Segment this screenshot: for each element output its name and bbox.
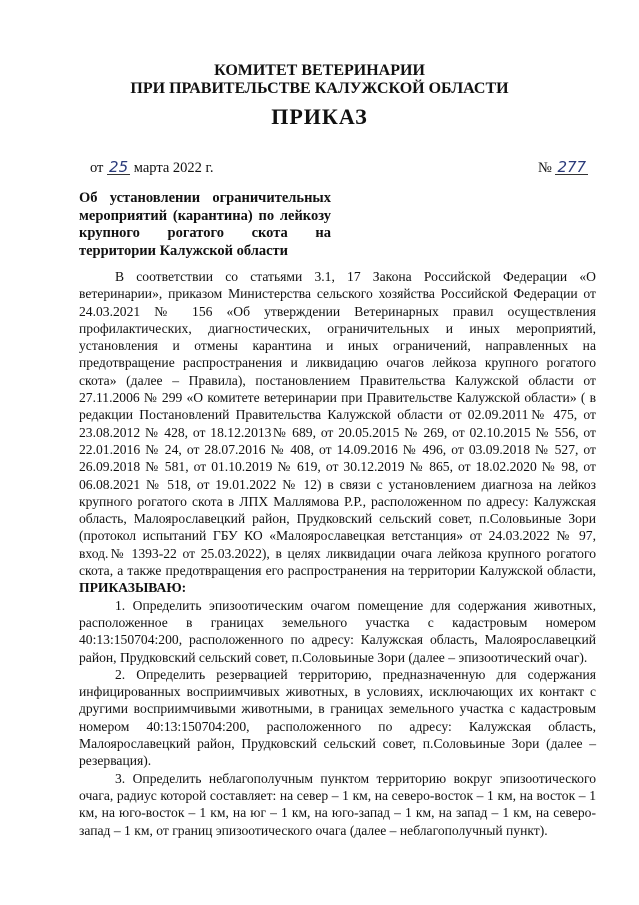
- date-day-handwritten: 25: [109, 158, 129, 176]
- preamble-paragraph: [79, 268, 596, 597]
- document-body: [79, 268, 596, 839]
- document-subject: Об установлении ограничительных мероприятий (карантина) по лейкозу крупного рогатого скота на территории Калужской области: [79, 190, 331, 259]
- organization-name-line1: КОМИТЕТ ВЕТЕРИНАРИИ: [214, 62, 425, 79]
- document-number: [538, 160, 588, 177]
- number-handwritten: 277: [557, 158, 587, 176]
- number-prefix: №: [538, 160, 552, 176]
- order-item-3: 3. Определить неблагополучным пунктом территорию вокруг эпизоотического очага, радиус которой составляет: на север – 1 км, на северо-восток – 1 км, на восток – 1 км, на юго-восток – 1 км, на юг – 1 км, на юго-запад – 1 км, на запад – 1 км, на северо-запад – 1 км, от границ эпизоотического очага (далее – неблагополучный пункт).: [79, 770, 596, 838]
- preamble-text: В соответствии со статьями 3.1, 17 Закона Российской Федерации «О ветеринарии», приказом Министерства сельского хозяйства Российской Федерации от 24.03.2021 № 156 «Об утверждении Ветеринарных правил осуществления профилактических, диагностических, ограничительных и иных мероприятий, установления и отмены карантина и иных ограничений, направленных на предотвращение распространения и ликвидацию очагов лейкоза крупного рогатого скота» (далее – Правила), постановлением Правительства Калужской области от 27.11.2006 № 299 «О комитете ветеринарии при Правительстве Калужской области» ( в редакции Постановлений Правительства Калужской области от 02.09.2011№ 475, от 23.08.2012 № 428, от 18.12.2013№ 689, от 20.05.2015 № 269, от 02.10.2015 № 556, от 22.01.2016 № 24, от 28.07.2016 № 408, от 14.09.2016 № 496, от 03.09.2018 № 527, от 26.09.2018 № 581, от 01.10.2019 № 619, от 30.12.2019 № 865, от 18.02.2020 № 98, от 06.08.2021 № 518, от 19.01.2022 № 12) в связи с установлением диагноза на лейкоз крупного рогатого скота в ЛПХ Маллямова Р.Р., расположенном по адресу: Калужская область, Малоярославецкий район, Прудковский сельский совет, п.Соловьиные Зори (протокол испытаний ГБУ КО «Малоярославецкая ветстанция» от 24.03.2022 № 97, вход.№ 1393-22 от 25.03.2022), в целях ликвидации очага лейкоза крупного рогатого скота, а также предотвращения его распространения на территории Калужской области,: [79, 269, 596, 579]
- date-month-year: марта 2022 г.: [133, 160, 214, 176]
- order-item-1: 1. Определить эпизоотическим очагом помещение для содержания животных, расположенное в границах земельного участка с кадастровым номером 40:13:150704:200, расположенного по адресу: Калужская область, Малоярославецкий район, Прудковский сельский совет, п.Соловьиные Зори (далее – эпизоотический очаг).: [79, 597, 596, 665]
- document-type-title: ПРИКАЗ: [271, 104, 368, 129]
- date-prefix: от: [90, 160, 104, 176]
- organization-name-line2: ПРИ ПРАВИТЕЛЬСТВЕ КАЛУЖСКОЙ ОБЛАСТИ: [130, 80, 509, 97]
- document-date: [90, 160, 213, 177]
- order-word: ПРИКАЗЫВАЮ:: [79, 580, 187, 596]
- order-item-2: 2. Определить резервацией территорию, предназначенную для содержания инфицированных восприимчивых животных, в условиях, исключающих их контакт с другими восприимчивыми животными, в границах земельного участка с кадастровым номером 40:13:150704:200, расположенного по адресу: Калужская область, Малоярославецкий район, Прудковский сельский совет, п.Соловьиные Зори (далее – резервация).: [79, 666, 596, 769]
